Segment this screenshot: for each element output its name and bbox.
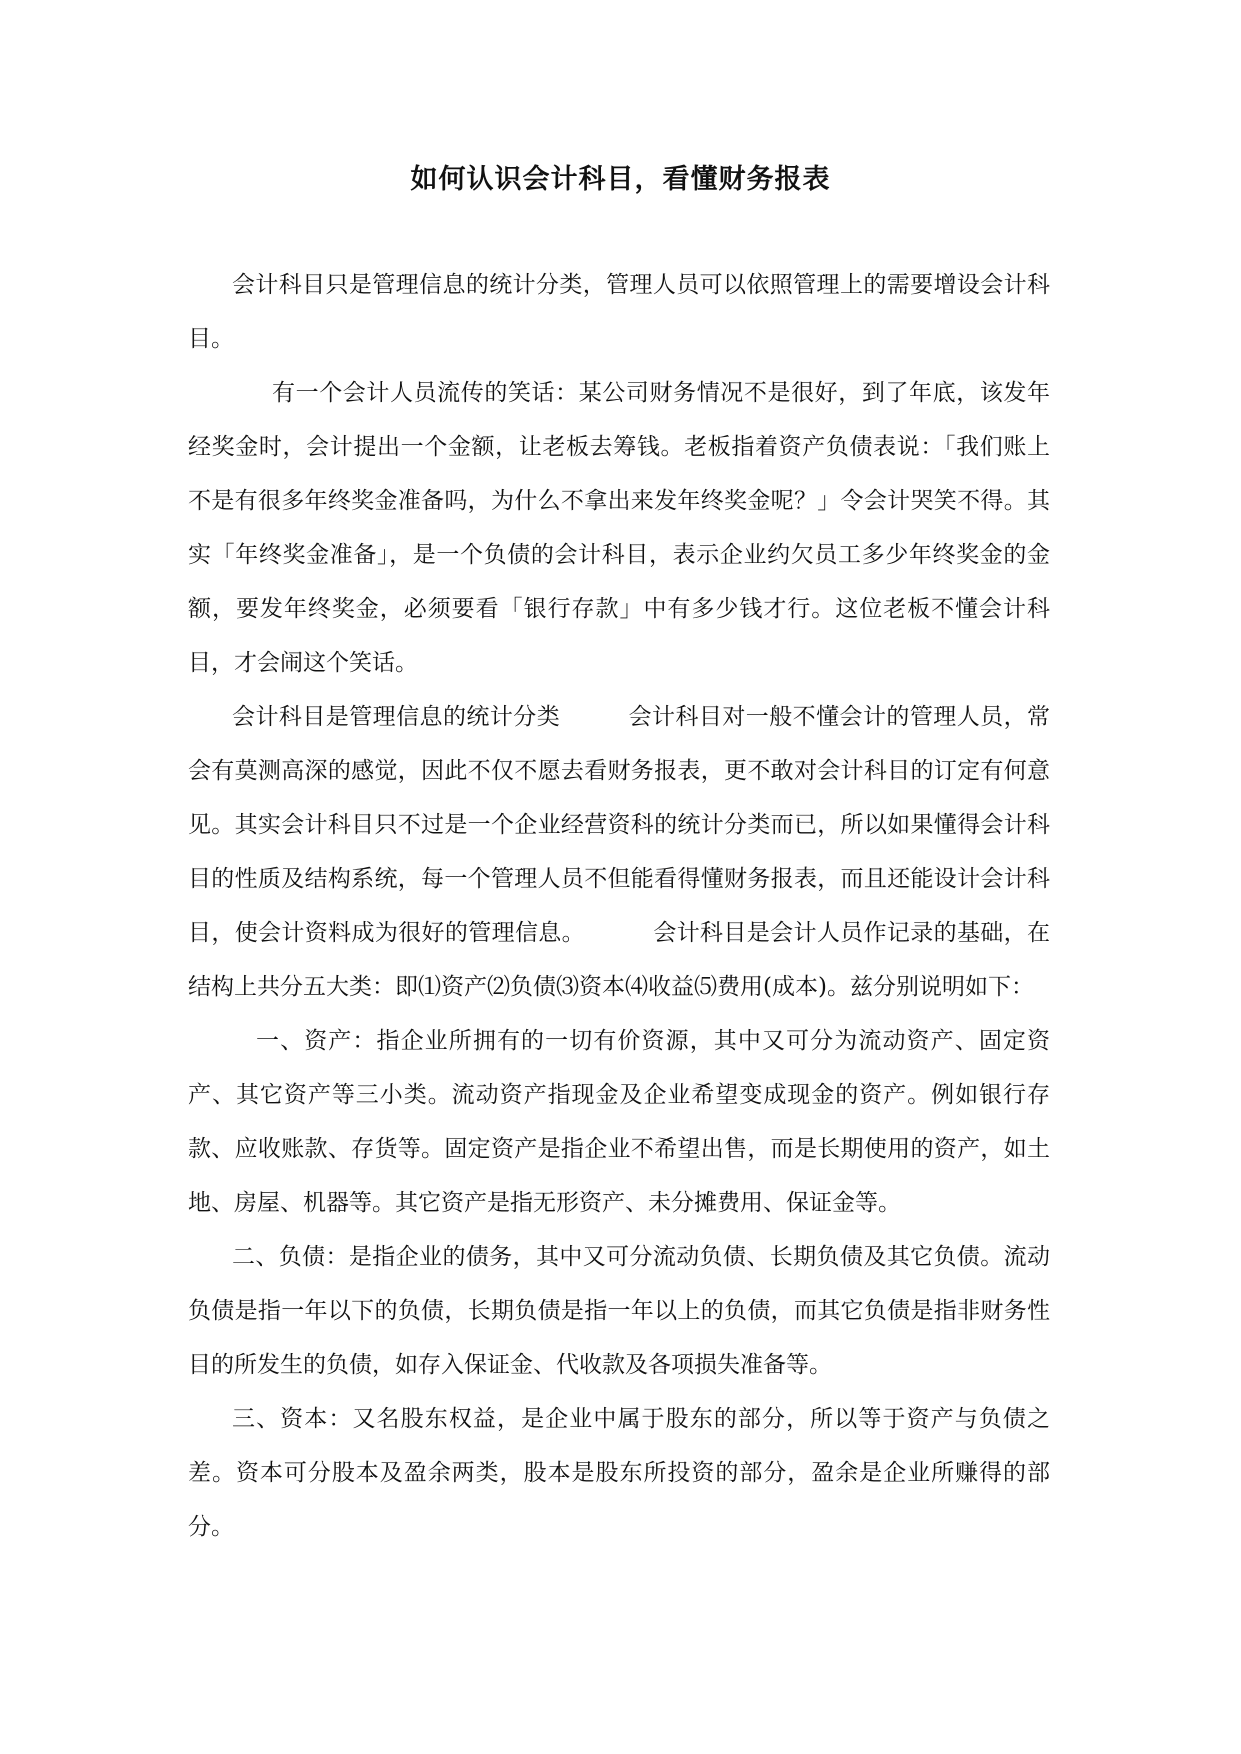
- paragraph-assets: 一、资产：指企业所拥有的一切有价资源，其中又可分为流动资产、固定资产、其它资产等三小类。流动资产指现金及企业希望变成现金的资产。例如银行存款、应收账款、存货等。固定资产是指企业不希望出售，而是长期使用的资产，如土地、房屋、机器等。其它资产是指无形资产、未分摊费用、保证金等。: [188, 1028, 1050, 1216]
- document-body: [188, 258, 1050, 1554]
- document-title: 如何认识会计科目，看懂财务报表: [410, 164, 831, 195]
- paragraph-classification: [188, 690, 1050, 1014]
- paragraph-five-categories: 会计科目是会计人员作记录的基础，在结构上共分五大类：即⑴资产⑵负债⑶资本⑷收益⑸费用(成本)。兹分别说明如下：: [188, 920, 1051, 1000]
- paragraph-joke: 有一个会计人员流传的笑话：某公司财务情况不是很好，到了年底，该发年经奖金时，会计提出一个金额，让老板去筹钱。老板指着资产负债表说：「我们账上不是有很多年终奖金准备吗，为什么不拿出来发年终奖金呢？」令会计哭笑不得。其实「年终奖金准备」，是一个负债的会计科目，表示企业约欠员工多少年终奖金的金额，要发年终奖金，必须要看「银行存款」中有多少钱才行。这位老板不懂会计科目，才会闹这个笑话。: [188, 380, 1050, 676]
- section-heading-classification: 会计科目是管理信息的统计分类: [232, 704, 561, 730]
- paragraph-capital: 三、资本：又名股东权益，是企业中属于股东的部分，所以等于资产与负债之差。资本可分股本及盈余两类，股本是股东所投资的部分，盈余是企业所赚得的部分。: [188, 1406, 1050, 1540]
- paragraph-intro: 会计科目只是管理信息的统计分类，管理人员可以依照管理上的需要增设会计科目。: [188, 272, 1050, 352]
- paragraph-classification-text: 会计科目对一般不懂会计的管理人员，常会有莫测高深的感觉，因此不仅不愿去看财务报表，更不敢对会计科目的订定有何意见。其实会计科目只不过是一个企业经营资科的统计分类而已，所以如果懂得会计科目的性质及结构系统，每一个管理人员不但能看得懂财务报表，而且还能设计会计科目，使会计资料成为很好的管理信息。: [188, 704, 1050, 946]
- paragraph-liabilities: 二、负债：是指企业的债务，其中又可分流动负债、长期负债及其它负债。流动负债是指一年以下的负债，长期负债是指一年以上的负债，而其它负债是指非财务性目的所发生的负债，如存入保证金、代收款及各项损失准备等。: [188, 1244, 1050, 1378]
